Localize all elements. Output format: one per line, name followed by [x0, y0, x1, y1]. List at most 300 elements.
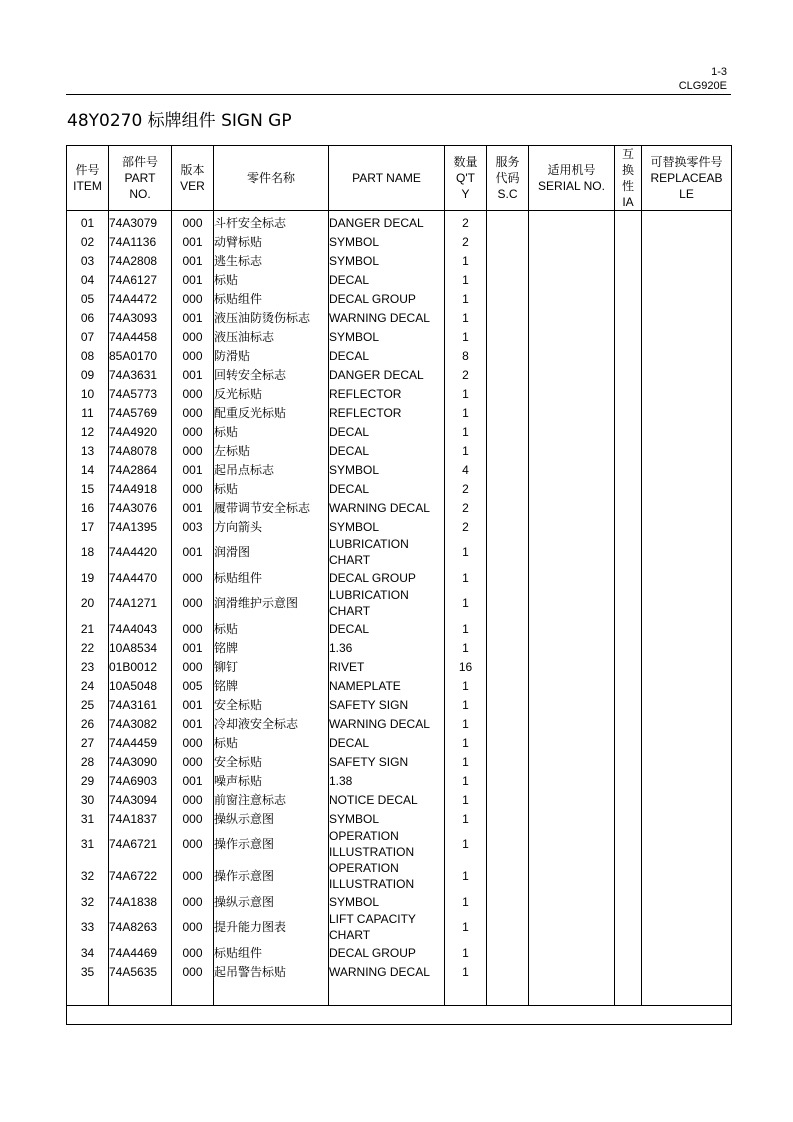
footer-cell — [67, 1006, 732, 1025]
serial-number — [529, 943, 615, 962]
interchangeability — [615, 587, 642, 619]
empty-cell — [109, 981, 172, 1006]
item-number: 19 — [67, 568, 109, 587]
item-number: 23 — [67, 657, 109, 676]
quantity: 1 — [445, 536, 487, 568]
service-code — [487, 270, 529, 289]
part-number: 74A1838 — [109, 892, 172, 911]
part-name-cn: 冷却液安全标志 — [214, 714, 329, 733]
part-name-cn: 操纵示意图 — [214, 892, 329, 911]
part-name-en-line: LUBRICATION — [329, 588, 409, 602]
replaceable-part — [642, 403, 732, 422]
replaceable-part — [642, 422, 732, 441]
interchangeability — [615, 638, 642, 657]
replaceable-part — [642, 860, 732, 892]
header-line: 换 — [621, 163, 634, 177]
serial-number — [529, 860, 615, 892]
quantity: 2 — [445, 232, 487, 251]
item-number: 33 — [67, 911, 109, 943]
table-row — [67, 790, 732, 809]
part-name-cn: 标贴 — [214, 619, 329, 638]
header-line: 互 — [621, 147, 634, 161]
part-number: 74A3076 — [109, 498, 172, 517]
version: 001 — [172, 365, 214, 384]
service-code — [487, 422, 529, 441]
part-number: 74A4469 — [109, 943, 172, 962]
header-line: S.C — [497, 187, 518, 201]
service-code — [487, 232, 529, 251]
part-name-cn: 操纵示意图 — [214, 809, 329, 828]
version: 000 — [172, 441, 214, 460]
service-code — [487, 346, 529, 365]
interchangeability — [615, 676, 642, 695]
quantity: 1 — [445, 619, 487, 638]
part-number: 74A1837 — [109, 809, 172, 828]
table-row — [67, 289, 732, 308]
part-name-en: SYMBOL — [329, 232, 445, 251]
version: 005 — [172, 676, 214, 695]
part-name-en — [329, 860, 445, 892]
quantity: 1 — [445, 828, 487, 860]
interchangeability — [615, 752, 642, 771]
part-number: 74A4420 — [109, 536, 172, 568]
part-number: 74A4470 — [109, 568, 172, 587]
interchangeability — [615, 517, 642, 536]
serial-number — [529, 270, 615, 289]
service-code — [487, 962, 529, 981]
header-line: 件号 — [75, 163, 100, 177]
header-line: PART — [124, 171, 156, 185]
replaceable-part — [642, 657, 732, 676]
part-name-cn: 提升能力图表 — [214, 911, 329, 943]
part-number: 74A1395 — [109, 517, 172, 536]
part-name-en: 1.38 — [329, 771, 445, 790]
part-name-cn: 履带调节安全标志 — [214, 498, 329, 517]
quantity: 1 — [445, 638, 487, 657]
version: 000 — [172, 790, 214, 809]
part-name-en: DECAL — [329, 441, 445, 460]
serial-number — [529, 587, 615, 619]
part-name-cn: 配重反光标贴 — [214, 403, 329, 422]
quantity: 1 — [445, 441, 487, 460]
interchangeability — [615, 695, 642, 714]
part-name-en: SYMBOL — [329, 251, 445, 270]
replaceable-part — [642, 498, 732, 517]
page-title: 48Y0270 标牌组件 SIGN GP — [67, 111, 292, 131]
serial-number — [529, 536, 615, 568]
service-code — [487, 695, 529, 714]
service-code — [487, 211, 529, 233]
service-code — [487, 860, 529, 892]
part-name-cn: 回转安全标志 — [214, 365, 329, 384]
service-code — [487, 657, 529, 676]
header-line: LE — [679, 187, 694, 201]
interchangeability — [615, 479, 642, 498]
quantity: 1 — [445, 790, 487, 809]
part-name-en: SYMBOL — [329, 892, 445, 911]
item-number: 22 — [67, 638, 109, 657]
item-number: 21 — [67, 619, 109, 638]
replaceable-part — [642, 211, 732, 233]
quantity: 4 — [445, 460, 487, 479]
part-name-en: DECAL — [329, 733, 445, 752]
item-number: 02 — [67, 232, 109, 251]
header-line: 适用机号 — [547, 163, 596, 177]
version: 001 — [172, 536, 214, 568]
item-number: 10 — [67, 384, 109, 403]
replaceable-part — [642, 733, 732, 752]
serial-number — [529, 251, 615, 270]
version: 000 — [172, 327, 214, 346]
service-code — [487, 460, 529, 479]
interchangeability — [615, 346, 642, 365]
part-name-cn: 操作示意图 — [214, 860, 329, 892]
col-replace-header — [642, 146, 732, 211]
service-code — [487, 568, 529, 587]
replaceable-part — [642, 587, 732, 619]
interchangeability — [615, 270, 642, 289]
item-number: 12 — [67, 422, 109, 441]
serial-number — [529, 568, 615, 587]
version: 000 — [172, 752, 214, 771]
interchangeability — [615, 308, 642, 327]
version: 001 — [172, 308, 214, 327]
version: 000 — [172, 860, 214, 892]
table-row — [67, 422, 732, 441]
part-number: 74A1271 — [109, 587, 172, 619]
item-number: 35 — [67, 962, 109, 981]
part-name-en: REFLECTOR — [329, 384, 445, 403]
part-name-cn: 标贴 — [214, 270, 329, 289]
serial-number — [529, 733, 615, 752]
quantity: 2 — [445, 498, 487, 517]
quantity: 1 — [445, 568, 487, 587]
header-line: PART NAME — [352, 171, 421, 185]
quantity: 2 — [445, 517, 487, 536]
version: 000 — [172, 211, 214, 233]
table-spacer-row — [67, 981, 732, 1006]
part-name-cn: 标贴 — [214, 733, 329, 752]
service-code — [487, 638, 529, 657]
replaceable-part — [642, 346, 732, 365]
version: 001 — [172, 771, 214, 790]
version: 003 — [172, 517, 214, 536]
version: 000 — [172, 943, 214, 962]
serial-number — [529, 828, 615, 860]
part-name-en: REFLECTOR — [329, 403, 445, 422]
part-name-cn: 斗杆安全标志 — [214, 211, 329, 233]
replaceable-part — [642, 943, 732, 962]
part-name-en: DECAL — [329, 346, 445, 365]
item-number: 27 — [67, 733, 109, 752]
version: 000 — [172, 289, 214, 308]
table-row — [67, 733, 732, 752]
part-number: 74A2864 — [109, 460, 172, 479]
serial-number — [529, 479, 615, 498]
part-number: 10A5048 — [109, 676, 172, 695]
part-number: 74A6903 — [109, 771, 172, 790]
header-line: Y — [461, 187, 470, 201]
interchangeability — [615, 403, 642, 422]
version: 000 — [172, 892, 214, 911]
quantity: 1 — [445, 308, 487, 327]
part-name-cn: 噪声标贴 — [214, 771, 329, 790]
part-number: 74A3094 — [109, 790, 172, 809]
service-code — [487, 289, 529, 308]
service-code — [487, 733, 529, 752]
header-row — [67, 146, 732, 211]
item-number: 29 — [67, 771, 109, 790]
col-name-cn-header — [214, 146, 329, 211]
part-number: 74A8263 — [109, 911, 172, 943]
table-row — [67, 695, 732, 714]
part-name-cn: 前窗注意标志 — [214, 790, 329, 809]
part-name-cn: 标贴组件 — [214, 568, 329, 587]
quantity: 1 — [445, 733, 487, 752]
replaceable-part — [642, 771, 732, 790]
part-name-en-line: LIFT CAPACITY — [329, 912, 416, 926]
col-part-no-header — [109, 146, 172, 211]
interchangeability — [615, 289, 642, 308]
replaceable-part — [642, 460, 732, 479]
service-code — [487, 943, 529, 962]
part-name-en: DECAL GROUP — [329, 289, 445, 308]
empty-cell — [214, 981, 329, 1006]
serial-number — [529, 308, 615, 327]
part-number: 74A5769 — [109, 403, 172, 422]
replaceable-part — [642, 714, 732, 733]
table-row — [67, 211, 732, 233]
part-number: 74A3093 — [109, 308, 172, 327]
part-name-cn: 防滑贴 — [214, 346, 329, 365]
table-row — [67, 327, 732, 346]
item-number: 17 — [67, 517, 109, 536]
service-code — [487, 714, 529, 733]
part-number: 01B0012 — [109, 657, 172, 676]
part-name-cn: 逃生标志 — [214, 251, 329, 270]
version: 001 — [172, 638, 214, 657]
header-line: Q'T — [456, 171, 475, 185]
part-name-en: DECAL GROUP — [329, 943, 445, 962]
part-name-cn: 反光标贴 — [214, 384, 329, 403]
header-line: 部件号 — [121, 155, 158, 169]
table-footer-row — [67, 1006, 732, 1025]
table-row — [67, 943, 732, 962]
part-name-cn: 液压油标志 — [214, 327, 329, 346]
header-rule — [66, 94, 731, 95]
interchangeability — [615, 568, 642, 587]
replaceable-part — [642, 365, 732, 384]
serial-number — [529, 384, 615, 403]
part-name-en: SYMBOL — [329, 517, 445, 536]
item-number: 07 — [67, 327, 109, 346]
service-code — [487, 790, 529, 809]
interchangeability — [615, 714, 642, 733]
replaceable-part — [642, 676, 732, 695]
interchangeability — [615, 943, 642, 962]
version: 000 — [172, 828, 214, 860]
quantity: 1 — [445, 809, 487, 828]
empty-cell — [172, 981, 214, 1006]
service-code — [487, 403, 529, 422]
table-row — [67, 962, 732, 981]
interchangeability — [615, 422, 642, 441]
part-number: 74A4472 — [109, 289, 172, 308]
table-row — [67, 365, 732, 384]
table-row — [67, 587, 732, 619]
col-item-header — [67, 146, 109, 211]
service-code — [487, 441, 529, 460]
interchangeability — [615, 771, 642, 790]
header-line: ITEM — [73, 179, 102, 193]
part-name-en: NAMEPLATE — [329, 676, 445, 695]
item-number: 20 — [67, 587, 109, 619]
part-number: 74A3079 — [109, 211, 172, 233]
quantity: 1 — [445, 251, 487, 270]
serial-number — [529, 962, 615, 981]
table-row — [67, 638, 732, 657]
version: 001 — [172, 270, 214, 289]
serial-number — [529, 403, 615, 422]
replaceable-part — [642, 289, 732, 308]
serial-number — [529, 460, 615, 479]
service-code — [487, 536, 529, 568]
part-name-en: SAFETY SIGN — [329, 695, 445, 714]
part-number: 74A4458 — [109, 327, 172, 346]
parts-body — [67, 211, 732, 1025]
version: 001 — [172, 232, 214, 251]
service-code — [487, 809, 529, 828]
version: 000 — [172, 479, 214, 498]
part-name-en — [329, 587, 445, 619]
table-row — [67, 676, 732, 695]
version: 000 — [172, 619, 214, 638]
table-row — [67, 270, 732, 289]
header-line: 性 — [621, 179, 634, 193]
quantity: 1 — [445, 714, 487, 733]
part-number: 74A6127 — [109, 270, 172, 289]
service-code — [487, 619, 529, 638]
serial-number — [529, 346, 615, 365]
empty-cell — [67, 981, 109, 1006]
item-number: 08 — [67, 346, 109, 365]
quantity: 8 — [445, 346, 487, 365]
serial-number — [529, 892, 615, 911]
version: 000 — [172, 422, 214, 441]
item-number: 06 — [67, 308, 109, 327]
item-number: 16 — [67, 498, 109, 517]
quantity: 1 — [445, 892, 487, 911]
part-number: 74A3631 — [109, 365, 172, 384]
table-row — [67, 828, 732, 860]
interchangeability — [615, 211, 642, 233]
quantity: 1 — [445, 587, 487, 619]
col-ver-header — [172, 146, 214, 211]
part-name-en: DECAL — [329, 422, 445, 441]
service-code — [487, 251, 529, 270]
model-code: CLG920E — [678, 80, 727, 92]
part-number: 74A1136 — [109, 232, 172, 251]
header-line: VER — [180, 179, 205, 193]
part-number: 74A6721 — [109, 828, 172, 860]
replaceable-part — [642, 327, 732, 346]
item-number: 24 — [67, 676, 109, 695]
quantity: 1 — [445, 403, 487, 422]
quantity: 2 — [445, 479, 487, 498]
service-code — [487, 771, 529, 790]
table-row — [67, 714, 732, 733]
part-name-en: SAFETY SIGN — [329, 752, 445, 771]
version: 001 — [172, 498, 214, 517]
replaceable-part — [642, 308, 732, 327]
version: 000 — [172, 403, 214, 422]
part-name-en — [329, 536, 445, 568]
part-name-en-line: CHART — [329, 604, 371, 618]
part-number: 74A4043 — [109, 619, 172, 638]
part-name-en: SYMBOL — [329, 327, 445, 346]
serial-number — [529, 422, 615, 441]
header-line: SERIAL NO. — [538, 179, 605, 193]
part-name-en: SYMBOL — [329, 809, 445, 828]
service-code — [487, 308, 529, 327]
table-row — [67, 403, 732, 422]
col-serial-header — [529, 146, 615, 211]
part-name-en: 1.36 — [329, 638, 445, 657]
part-name-cn: 液压油防烫伤标志 — [214, 308, 329, 327]
part-name-cn: 起吊点标志 — [214, 460, 329, 479]
serial-number — [529, 911, 615, 943]
part-name-en: DECAL — [329, 619, 445, 638]
interchangeability — [615, 498, 642, 517]
serial-number — [529, 365, 615, 384]
table-row — [67, 460, 732, 479]
service-code — [487, 498, 529, 517]
replaceable-part — [642, 790, 732, 809]
table-row — [67, 860, 732, 892]
version: 000 — [172, 657, 214, 676]
part-name-en-line: OPERATION — [329, 829, 399, 843]
quantity: 1 — [445, 962, 487, 981]
item-number: 25 — [67, 695, 109, 714]
part-name-cn: 安全标贴 — [214, 752, 329, 771]
part-name-en-line: ILLUSTRATION — [329, 845, 415, 859]
serial-number — [529, 714, 615, 733]
replaceable-part — [642, 828, 732, 860]
service-code — [487, 911, 529, 943]
item-number: 13 — [67, 441, 109, 460]
part-number: 74A4459 — [109, 733, 172, 752]
serial-number — [529, 676, 615, 695]
version: 001 — [172, 460, 214, 479]
serial-number — [529, 289, 615, 308]
part-name-en: DECAL — [329, 270, 445, 289]
part-name-cn: 左标贴 — [214, 441, 329, 460]
part-name-en: DANGER DECAL — [329, 365, 445, 384]
replaceable-part — [642, 536, 732, 568]
parts-table — [66, 145, 732, 1025]
interchangeability — [615, 657, 642, 676]
part-number: 74A3090 — [109, 752, 172, 771]
header-line: 服务 — [495, 155, 520, 169]
replaceable-part — [642, 962, 732, 981]
interchangeability — [615, 911, 642, 943]
part-name-en: WARNING DECAL — [329, 962, 445, 981]
item-number: 04 — [67, 270, 109, 289]
item-number: 14 — [67, 460, 109, 479]
version: 000 — [172, 809, 214, 828]
quantity: 1 — [445, 943, 487, 962]
part-name-en — [329, 911, 445, 943]
